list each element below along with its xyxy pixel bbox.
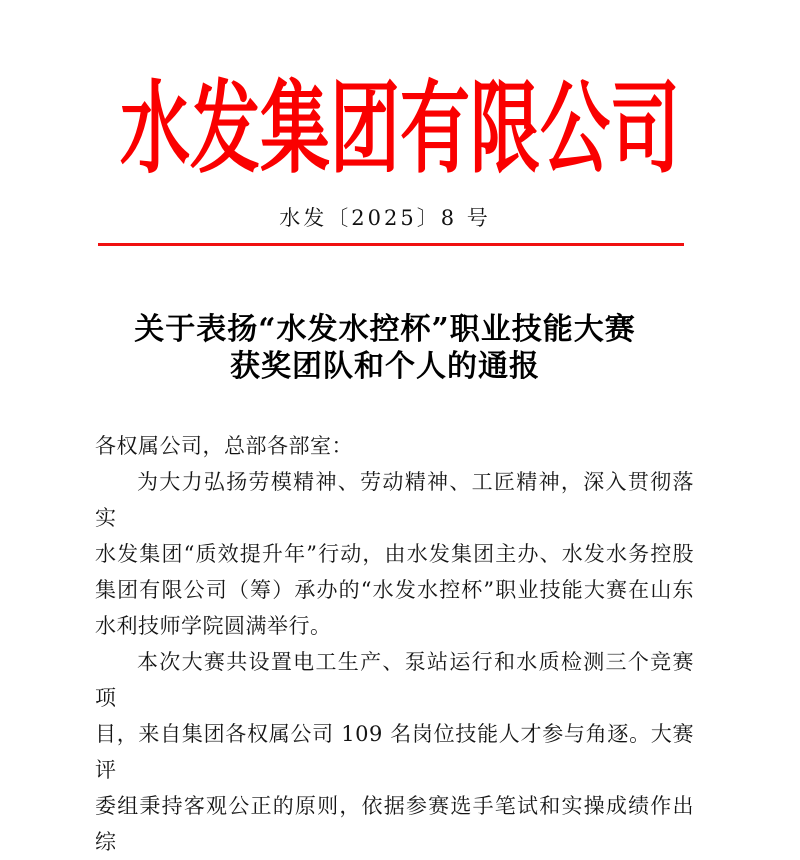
salutation-line: 各权属公司，总部各部室： xyxy=(95,434,353,458)
body-line: 委组秉持客观公正的原则，依据参赛选手笔试和实操成绩作出综 xyxy=(95,794,694,854)
body-line: 目，来自集团各权属公司 109 名岗位技能人才参与角逐。大赛评 xyxy=(95,722,694,782)
document-number: 水发〔2025〕8 号 xyxy=(279,206,491,230)
company-name-heading: 水发集团有限公司 xyxy=(120,69,680,187)
body-line: 水利技师学院圆满举行。 xyxy=(95,614,332,638)
document-title-line1: 关于表扬“水发水控杯”职业技能大赛 xyxy=(134,312,636,347)
document-title-line2: 获奖团队和个人的通报 xyxy=(230,349,540,384)
body-line: 集团有限公司（筹）承办的“水发水控杯”职业技能大赛在山东 xyxy=(95,578,694,602)
body-line: 本次大赛共设置电工生产、泵站运行和水质检测三个竞赛项 xyxy=(95,650,694,710)
document-body xyxy=(95,428,694,860)
document-title xyxy=(0,311,770,385)
red-divider-line xyxy=(98,243,684,246)
letterhead xyxy=(0,69,770,187)
body-line: 为大力弘扬劳模精神、劳动精神、工匠精神，深入贯彻落实 xyxy=(95,470,694,530)
body-line: 水发集团“质效提升年”行动，由水发集团主办、水发水务控股 xyxy=(95,542,694,566)
